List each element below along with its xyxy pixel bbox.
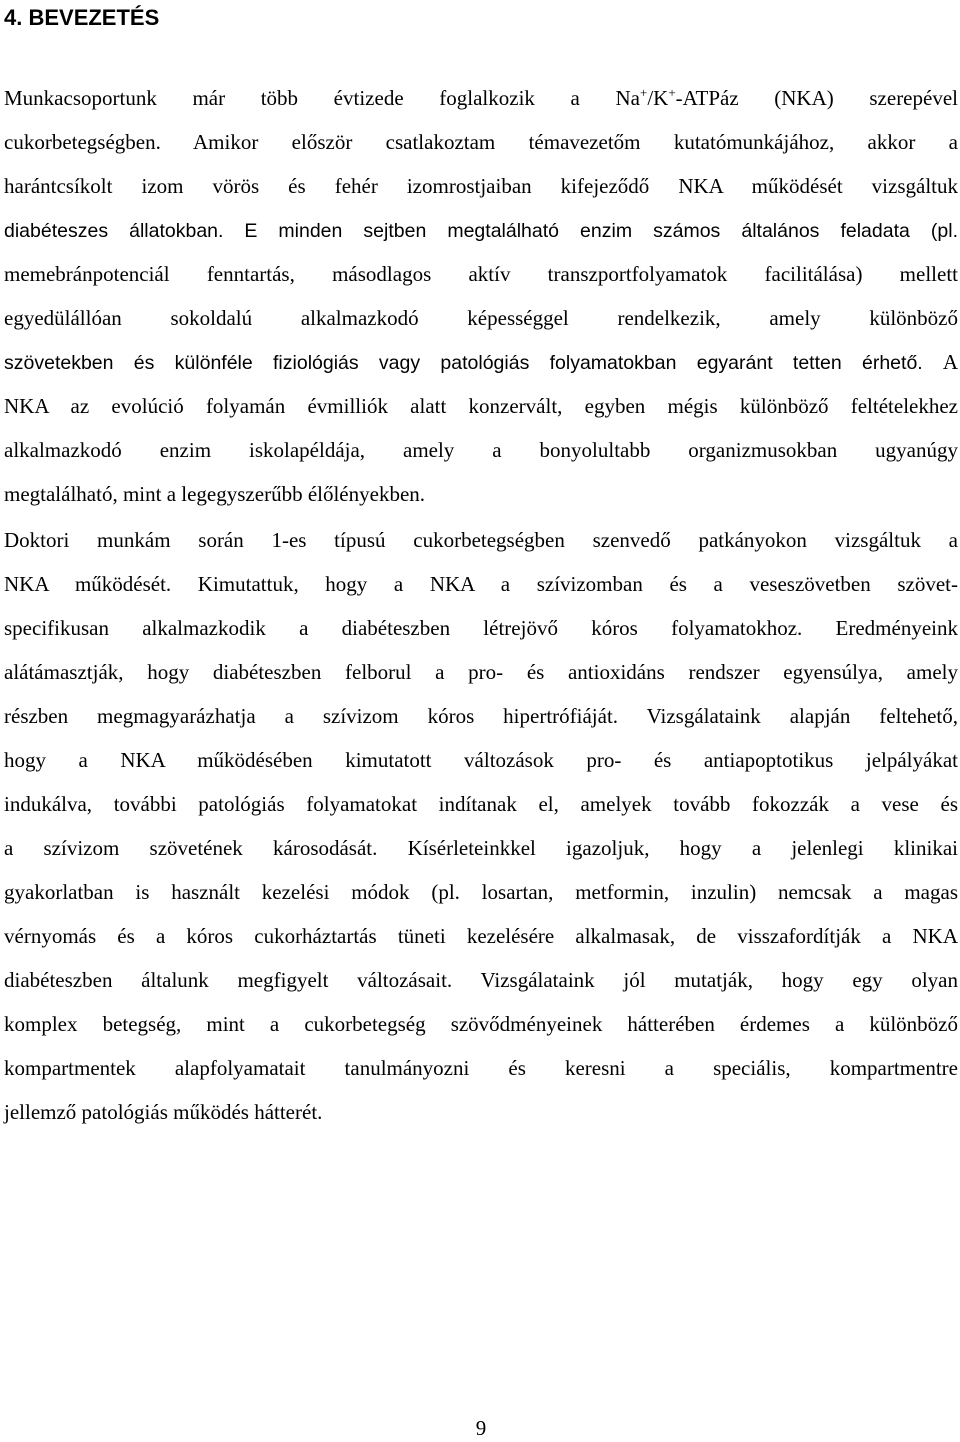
text-line: gyakorlatban is használt kezelési módok (pl. losartan, metformin, inzulin) nemcsak a magas [4, 880, 958, 904]
text-line: hogy a NKA működésében kimutatott változások pro- és antiapoptotikus jelpályákat [4, 748, 958, 772]
text-line: NKA működését. Kimutattuk, hogy a NKA a szívizomban és a veseszövetben szövet- [4, 572, 958, 596]
text-line: megtalálható, mint a legegyszerűbb élőlényekben. [4, 482, 426, 506]
text-line: a szívizom szövetének károsodását. Kísérleteinkkel igazoljuk, hogy a jelenlegi klinikai [4, 836, 958, 860]
paragraph-research [4, 518, 958, 1134]
text-line: vérnyomás és a kóros cukorháztartás tüneti kezelésére alkalmasak, de visszafordítják a NKA [4, 924, 958, 948]
text-line: diabéteszes állatokban. E minden sejtben megtalálható enzim számos általános feladata (pl. [4, 220, 958, 242]
section-heading: 4. BEVEZETÉS [4, 5, 160, 30]
text-line: Munkacsoportunk már több évtizede foglalkozik a Na+/K+-ATPáz (NKA) szerepével [4, 85, 958, 110]
text-line: kompartmentek alapfolyamatait tanulmányozni és keresni a speciális, kompartmentre [4, 1056, 958, 1080]
text-line: Doktori munkám során 1-es típusú cukorbetegségben szenvedő patkányokon vizsgáltuk a [4, 528, 958, 552]
text-line: NKA az evolúció folyamán évmilliók alatt konzervált, egyben mégis különböző feltételekhez [4, 394, 958, 418]
text-line: harántcsíkolt izom vörös és fehér izomrostjaiban kifejeződő NKA működését vizsgáltuk [4, 174, 958, 198]
text-line: specifikusan alkalmazkodik a diabéteszben létrejövő kóros folyamatokhoz. Eredményeink [4, 616, 958, 640]
text-line: alátámasztják, hogy diabéteszben felborul a pro- és antioxidáns rendszer egyensúlya, amely [4, 660, 958, 684]
text-line: memebránpotenciál fenntartás, másodlagos aktív transzportfolyamatok facilitálása) mellett [4, 262, 958, 286]
paragraph-intro [4, 76, 958, 516]
text-line: egyedülállóan sokoldalú alkalmazkodó képességgel rendelkezik, amely különböző [4, 306, 958, 330]
text-line: szövetekben és különféle fiziológiás vagy patológiás folyamatokban egyaránt tetten érhető. A [4, 350, 958, 374]
text-line: diabéteszben általunk megfigyelt változásait. Vizsgálataink jól mutatják, hogy egy olyan [4, 968, 958, 992]
text-line: alkalmazkodó enzim iskolapéldája, amely a bonyolultabb organizmusokban ugyanúgy [4, 438, 958, 462]
text-line: cukorbetegségben. Amikor először csatlakoztam témavezetőm kutatómunkájához, akkor a [4, 130, 958, 154]
page-number: 9 [475, 1416, 487, 1440]
text-line: komplex betegség, mint a cukorbetegség szövődményeinek hátterében érdemes a különböző [4, 1012, 958, 1036]
text-line: jellemző patológiás működés hátterét. [4, 1100, 323, 1124]
text-line: indukálva, további patológiás folyamatokat indítanak el, amelyek tovább fokozzák a vese és [4, 792, 958, 816]
text-line: részben megmagyarázhatja a szívizom kóros hipertrófiáját. Vizsgálataink alapján feltehető, [4, 704, 958, 728]
